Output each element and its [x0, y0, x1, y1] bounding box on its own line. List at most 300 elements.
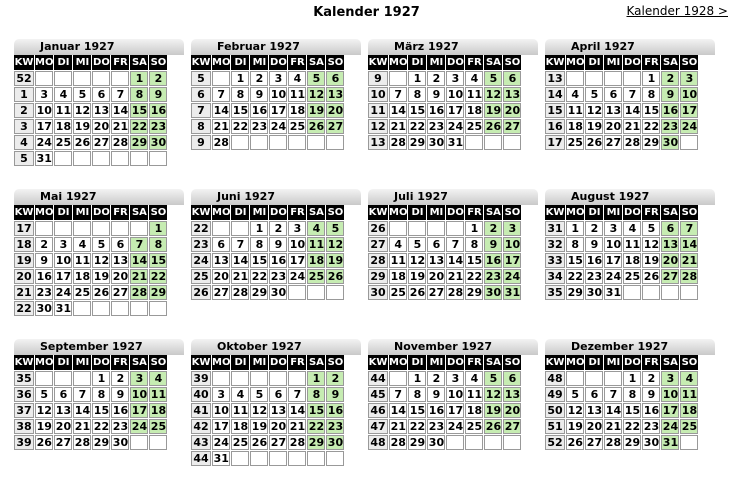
day-cell[interactable]: 13: [111, 253, 130, 269]
day-cell[interactable]: 19: [307, 103, 326, 119]
day-cell[interactable]: 27: [92, 135, 111, 151]
day-cell[interactable]: 22: [408, 419, 427, 435]
day-cell[interactable]: 27: [503, 419, 522, 435]
day-cell[interactable]: 19: [566, 419, 585, 435]
day-cell[interactable]: 14: [212, 103, 231, 119]
day-cell[interactable]: 26: [408, 285, 427, 301]
day-cell[interactable]: 1: [642, 71, 661, 87]
day-cell[interactable]: 17: [288, 253, 307, 269]
day-cell[interactable]: 11: [231, 403, 250, 419]
day-cell[interactable]: 20: [92, 119, 111, 135]
day-cell[interactable]: 10: [130, 387, 149, 403]
day-cell[interactable]: 14: [111, 103, 130, 119]
day-cell[interactable]: 25: [231, 435, 250, 451]
day-cell[interactable]: 29: [566, 285, 585, 301]
day-cell[interactable]: 15: [130, 103, 149, 119]
day-cell[interactable]: 5: [642, 221, 661, 237]
day-cell[interactable]: 6: [326, 71, 345, 87]
day-cell[interactable]: 15: [149, 253, 168, 269]
day-cell[interactable]: 31: [503, 285, 522, 301]
day-cell[interactable]: 26: [73, 135, 92, 151]
day-cell[interactable]: 21: [231, 269, 250, 285]
day-cell[interactable]: 5: [35, 387, 54, 403]
day-cell[interactable]: 21: [73, 419, 92, 435]
day-cell[interactable]: 20: [585, 419, 604, 435]
day-cell[interactable]: 7: [130, 237, 149, 253]
day-cell[interactable]: 30: [35, 301, 54, 317]
day-cell[interactable]: 27: [54, 435, 73, 451]
day-cell[interactable]: 7: [389, 387, 408, 403]
day-cell[interactable]: 18: [149, 403, 168, 419]
day-cell[interactable]: 11: [54, 103, 73, 119]
day-cell[interactable]: 15: [566, 253, 585, 269]
day-cell[interactable]: 28: [389, 435, 408, 451]
day-cell[interactable]: 22: [92, 419, 111, 435]
day-cell[interactable]: 23: [149, 119, 168, 135]
day-cell[interactable]: 24: [269, 119, 288, 135]
day-cell[interactable]: 19: [250, 419, 269, 435]
day-cell[interactable]: 20: [212, 269, 231, 285]
day-cell[interactable]: 31: [604, 285, 623, 301]
day-cell[interactable]: 14: [680, 237, 699, 253]
day-cell[interactable]: 8: [149, 237, 168, 253]
day-cell[interactable]: 26: [566, 435, 585, 451]
day-cell[interactable]: 11: [680, 387, 699, 403]
day-cell[interactable]: 14: [446, 253, 465, 269]
day-cell[interactable]: 14: [231, 253, 250, 269]
day-cell[interactable]: 5: [92, 237, 111, 253]
day-cell[interactable]: 3: [446, 371, 465, 387]
day-cell[interactable]: 30: [111, 435, 130, 451]
day-cell[interactable]: 7: [231, 237, 250, 253]
day-cell[interactable]: 10: [269, 87, 288, 103]
day-cell[interactable]: 21: [288, 419, 307, 435]
day-cell[interactable]: 28: [231, 285, 250, 301]
day-cell[interactable]: 10: [446, 387, 465, 403]
day-cell[interactable]: 24: [212, 435, 231, 451]
day-cell[interactable]: 23: [111, 419, 130, 435]
day-cell[interactable]: 13: [604, 103, 623, 119]
day-cell[interactable]: 24: [680, 119, 699, 135]
day-cell[interactable]: 6: [427, 237, 446, 253]
day-cell[interactable]: 8: [623, 387, 642, 403]
day-cell[interactable]: 11: [389, 253, 408, 269]
day-cell[interactable]: 21: [446, 269, 465, 285]
day-cell[interactable]: 8: [566, 237, 585, 253]
day-cell[interactable]: 29: [642, 135, 661, 151]
day-cell[interactable]: 16: [661, 103, 680, 119]
day-cell[interactable]: 16: [269, 253, 288, 269]
day-cell[interactable]: 2: [250, 71, 269, 87]
day-cell[interactable]: 1: [250, 221, 269, 237]
day-cell[interactable]: 2: [35, 237, 54, 253]
day-cell[interactable]: 8: [307, 387, 326, 403]
day-cell[interactable]: 21: [604, 419, 623, 435]
day-cell[interactable]: 7: [446, 237, 465, 253]
day-cell[interactable]: 15: [250, 253, 269, 269]
day-cell[interactable]: 28: [130, 285, 149, 301]
day-cell[interactable]: 25: [307, 269, 326, 285]
day-cell[interactable]: 30: [484, 285, 503, 301]
day-cell[interactable]: 22: [465, 269, 484, 285]
day-cell[interactable]: 18: [680, 403, 699, 419]
day-cell[interactable]: 1: [566, 221, 585, 237]
day-cell[interactable]: 19: [484, 103, 503, 119]
day-cell[interactable]: 7: [680, 221, 699, 237]
day-cell[interactable]: 12: [566, 403, 585, 419]
day-cell[interactable]: 21: [623, 119, 642, 135]
day-cell[interactable]: 23: [585, 269, 604, 285]
day-cell[interactable]: 12: [307, 87, 326, 103]
day-cell[interactable]: 19: [92, 269, 111, 285]
day-cell[interactable]: 27: [503, 119, 522, 135]
day-cell[interactable]: 9: [585, 237, 604, 253]
day-cell[interactable]: 8: [408, 387, 427, 403]
day-cell[interactable]: 26: [642, 269, 661, 285]
day-cell[interactable]: 6: [604, 87, 623, 103]
day-cell[interactable]: 21: [111, 119, 130, 135]
day-cell[interactable]: 25: [465, 119, 484, 135]
day-cell[interactable]: 30: [585, 285, 604, 301]
day-cell[interactable]: 23: [269, 269, 288, 285]
day-cell[interactable]: 2: [484, 221, 503, 237]
day-cell[interactable]: 28: [111, 135, 130, 151]
day-cell[interactable]: 5: [73, 87, 92, 103]
day-cell[interactable]: 13: [503, 87, 522, 103]
day-cell[interactable]: 7: [604, 387, 623, 403]
day-cell[interactable]: 24: [35, 135, 54, 151]
day-cell[interactable]: 10: [288, 237, 307, 253]
day-cell[interactable]: 26: [35, 435, 54, 451]
day-cell[interactable]: 5: [250, 387, 269, 403]
day-cell[interactable]: 27: [604, 135, 623, 151]
day-cell[interactable]: 25: [566, 135, 585, 151]
day-cell[interactable]: 30: [269, 285, 288, 301]
day-cell[interactable]: 16: [326, 403, 345, 419]
day-cell[interactable]: 19: [35, 419, 54, 435]
day-cell[interactable]: 24: [661, 419, 680, 435]
day-cell[interactable]: 20: [326, 103, 345, 119]
day-cell[interactable]: 29: [92, 435, 111, 451]
day-cell[interactable]: 12: [484, 387, 503, 403]
day-cell[interactable]: 6: [92, 87, 111, 103]
day-cell[interactable]: 7: [212, 87, 231, 103]
day-cell[interactable]: 3: [54, 237, 73, 253]
day-cell[interactable]: 15: [408, 103, 427, 119]
day-cell[interactable]: 8: [465, 237, 484, 253]
day-cell[interactable]: 8: [231, 87, 250, 103]
day-cell[interactable]: 1: [307, 371, 326, 387]
day-cell[interactable]: 7: [288, 387, 307, 403]
day-cell[interactable]: 4: [288, 71, 307, 87]
day-cell[interactable]: 18: [389, 269, 408, 285]
day-cell[interactable]: 4: [231, 387, 250, 403]
day-cell[interactable]: 17: [212, 419, 231, 435]
day-cell[interactable]: 10: [54, 253, 73, 269]
day-cell[interactable]: 20: [269, 419, 288, 435]
day-cell[interactable]: 23: [250, 119, 269, 135]
day-cell[interactable]: 4: [566, 87, 585, 103]
day-cell[interactable]: 11: [465, 87, 484, 103]
day-cell[interactable]: 20: [503, 103, 522, 119]
day-cell[interactable]: 5: [326, 221, 345, 237]
day-cell[interactable]: 26: [585, 135, 604, 151]
day-cell[interactable]: 29: [408, 135, 427, 151]
day-cell[interactable]: 17: [446, 103, 465, 119]
day-cell[interactable]: 7: [623, 87, 642, 103]
day-cell[interactable]: 19: [73, 119, 92, 135]
day-cell[interactable]: 3: [269, 71, 288, 87]
day-cell[interactable]: 20: [54, 419, 73, 435]
day-cell[interactable]: 14: [604, 403, 623, 419]
day-cell[interactable]: 25: [288, 119, 307, 135]
day-cell[interactable]: 14: [389, 103, 408, 119]
day-cell[interactable]: 4: [465, 71, 484, 87]
day-cell[interactable]: 9: [484, 237, 503, 253]
day-cell[interactable]: 5: [484, 371, 503, 387]
day-cell[interactable]: 9: [427, 87, 446, 103]
day-cell[interactable]: 6: [585, 387, 604, 403]
day-cell[interactable]: 1: [130, 71, 149, 87]
day-cell[interactable]: 4: [623, 221, 642, 237]
day-cell[interactable]: 18: [566, 119, 585, 135]
day-cell[interactable]: 26: [484, 119, 503, 135]
day-cell[interactable]: 22: [250, 269, 269, 285]
day-cell[interactable]: 27: [212, 285, 231, 301]
day-cell[interactable]: 21: [389, 119, 408, 135]
day-cell[interactable]: 6: [111, 237, 130, 253]
day-cell[interactable]: 17: [130, 403, 149, 419]
day-cell[interactable]: 24: [604, 269, 623, 285]
day-cell[interactable]: 15: [642, 103, 661, 119]
day-cell[interactable]: 8: [642, 87, 661, 103]
day-cell[interactable]: 12: [250, 403, 269, 419]
day-cell[interactable]: 16: [484, 253, 503, 269]
day-cell[interactable]: 15: [307, 403, 326, 419]
day-cell[interactable]: 1: [231, 71, 250, 87]
day-cell[interactable]: 8: [408, 87, 427, 103]
day-cell[interactable]: 28: [680, 269, 699, 285]
day-cell[interactable]: 9: [642, 387, 661, 403]
day-cell[interactable]: 22: [623, 419, 642, 435]
day-cell[interactable]: 12: [585, 103, 604, 119]
day-cell[interactable]: 2: [111, 371, 130, 387]
day-cell[interactable]: 16: [585, 253, 604, 269]
day-cell[interactable]: 26: [484, 419, 503, 435]
day-cell[interactable]: 4: [149, 371, 168, 387]
day-cell[interactable]: 10: [604, 237, 623, 253]
day-cell[interactable]: 30: [642, 435, 661, 451]
day-cell[interactable]: 6: [54, 387, 73, 403]
day-cell[interactable]: 24: [54, 285, 73, 301]
day-cell[interactable]: 25: [149, 419, 168, 435]
day-cell[interactable]: 19: [484, 403, 503, 419]
day-cell[interactable]: 28: [446, 285, 465, 301]
day-cell[interactable]: 7: [111, 87, 130, 103]
day-cell[interactable]: 22: [149, 269, 168, 285]
day-cell[interactable]: 19: [326, 253, 345, 269]
day-cell[interactable]: 5: [566, 387, 585, 403]
day-cell[interactable]: 18: [465, 403, 484, 419]
day-cell[interactable]: 21: [130, 269, 149, 285]
day-cell[interactable]: 27: [326, 119, 345, 135]
day-cell[interactable]: 2: [661, 71, 680, 87]
day-cell[interactable]: 12: [35, 403, 54, 419]
day-cell[interactable]: 12: [92, 253, 111, 269]
day-cell[interactable]: 11: [307, 237, 326, 253]
day-cell[interactable]: 11: [149, 387, 168, 403]
day-cell[interactable]: 11: [623, 237, 642, 253]
day-cell[interactable]: 3: [446, 71, 465, 87]
day-cell[interactable]: 19: [585, 119, 604, 135]
day-cell[interactable]: 18: [54, 119, 73, 135]
day-cell[interactable]: 21: [389, 419, 408, 435]
day-cell[interactable]: 12: [484, 87, 503, 103]
day-cell[interactable]: 13: [503, 387, 522, 403]
day-cell[interactable]: 4: [389, 237, 408, 253]
day-cell[interactable]: 10: [35, 103, 54, 119]
day-cell[interactable]: 30: [661, 135, 680, 151]
day-cell[interactable]: 16: [427, 403, 446, 419]
day-cell[interactable]: 20: [111, 269, 130, 285]
day-cell[interactable]: 29: [149, 285, 168, 301]
day-cell[interactable]: 27: [661, 269, 680, 285]
day-cell[interactable]: 6: [503, 71, 522, 87]
day-cell[interactable]: 24: [446, 419, 465, 435]
day-cell[interactable]: 13: [212, 253, 231, 269]
day-cell[interactable]: 23: [326, 419, 345, 435]
day-cell[interactable]: 16: [250, 103, 269, 119]
day-cell[interactable]: 1: [623, 371, 642, 387]
day-cell[interactable]: 14: [130, 253, 149, 269]
day-cell[interactable]: 24: [130, 419, 149, 435]
day-cell[interactable]: 11: [73, 253, 92, 269]
day-cell[interactable]: 25: [389, 285, 408, 301]
day-cell[interactable]: 12: [642, 237, 661, 253]
day-cell[interactable]: 2: [642, 371, 661, 387]
day-cell[interactable]: 13: [585, 403, 604, 419]
day-cell[interactable]: 3: [130, 371, 149, 387]
day-cell[interactable]: 6: [269, 387, 288, 403]
day-cell[interactable]: 3: [661, 371, 680, 387]
day-cell[interactable]: 4: [307, 221, 326, 237]
day-cell[interactable]: 16: [35, 269, 54, 285]
day-cell[interactable]: 2: [149, 71, 168, 87]
day-cell[interactable]: 29: [623, 435, 642, 451]
day-cell[interactable]: 20: [503, 403, 522, 419]
day-cell[interactable]: 13: [326, 87, 345, 103]
day-cell[interactable]: 9: [250, 87, 269, 103]
day-cell[interactable]: 26: [326, 269, 345, 285]
day-cell[interactable]: 31: [54, 301, 73, 317]
day-cell[interactable]: 2: [326, 371, 345, 387]
day-cell[interactable]: 31: [446, 135, 465, 151]
day-cell[interactable]: 22: [231, 119, 250, 135]
day-cell[interactable]: 10: [661, 387, 680, 403]
day-cell[interactable]: 17: [503, 253, 522, 269]
day-cell[interactable]: 25: [73, 285, 92, 301]
day-cell[interactable]: 3: [212, 387, 231, 403]
day-cell[interactable]: 13: [54, 403, 73, 419]
day-cell[interactable]: 29: [408, 435, 427, 451]
day-cell[interactable]: 8: [92, 387, 111, 403]
day-cell[interactable]: 23: [427, 119, 446, 135]
day-cell[interactable]: 18: [623, 253, 642, 269]
day-cell[interactable]: 21: [212, 119, 231, 135]
day-cell[interactable]: 31: [661, 435, 680, 451]
day-cell[interactable]: 23: [427, 419, 446, 435]
day-cell[interactable]: 10: [503, 237, 522, 253]
day-cell[interactable]: 9: [661, 87, 680, 103]
day-cell[interactable]: 17: [35, 119, 54, 135]
day-cell[interactable]: 28: [73, 435, 92, 451]
day-cell[interactable]: 28: [389, 135, 408, 151]
day-cell[interactable]: 17: [269, 103, 288, 119]
day-cell[interactable]: 9: [111, 387, 130, 403]
day-cell[interactable]: 17: [680, 103, 699, 119]
day-cell[interactable]: 28: [623, 135, 642, 151]
day-cell[interactable]: 15: [92, 403, 111, 419]
day-cell[interactable]: 6: [212, 237, 231, 253]
day-cell[interactable]: 29: [130, 135, 149, 151]
day-cell[interactable]: 11: [288, 87, 307, 103]
day-cell[interactable]: 1: [92, 371, 111, 387]
day-cell[interactable]: 3: [680, 71, 699, 87]
day-cell[interactable]: 28: [288, 435, 307, 451]
day-cell[interactable]: 27: [269, 435, 288, 451]
day-cell[interactable]: 23: [35, 285, 54, 301]
day-cell[interactable]: 13: [92, 103, 111, 119]
day-cell[interactable]: 29: [250, 285, 269, 301]
day-cell[interactable]: 11: [566, 103, 585, 119]
day-cell[interactable]: 23: [484, 269, 503, 285]
day-cell[interactable]: 25: [623, 269, 642, 285]
day-cell[interactable]: 5: [585, 87, 604, 103]
day-cell[interactable]: 3: [503, 221, 522, 237]
day-cell[interactable]: 29: [307, 435, 326, 451]
day-cell[interactable]: 30: [427, 135, 446, 151]
day-cell[interactable]: 17: [661, 403, 680, 419]
day-cell[interactable]: 9: [35, 253, 54, 269]
day-cell[interactable]: 20: [604, 119, 623, 135]
day-cell[interactable]: 2: [585, 221, 604, 237]
day-cell[interactable]: 12: [408, 253, 427, 269]
day-cell[interactable]: 24: [288, 269, 307, 285]
day-cell[interactable]: 8: [250, 237, 269, 253]
day-cell[interactable]: 17: [446, 403, 465, 419]
day-cell[interactable]: 30: [326, 435, 345, 451]
day-cell[interactable]: 9: [269, 237, 288, 253]
day-cell[interactable]: 28: [212, 135, 231, 151]
day-cell[interactable]: 4: [680, 371, 699, 387]
day-cell[interactable]: 3: [288, 221, 307, 237]
day-cell[interactable]: 27: [585, 435, 604, 451]
day-cell[interactable]: 11: [465, 387, 484, 403]
day-cell[interactable]: 26: [250, 435, 269, 451]
day-cell[interactable]: 16: [427, 103, 446, 119]
day-cell[interactable]: 30: [149, 135, 168, 151]
day-cell[interactable]: 15: [408, 403, 427, 419]
day-cell[interactable]: 18: [231, 419, 250, 435]
day-cell[interactable]: 7: [73, 387, 92, 403]
day-cell[interactable]: 15: [623, 403, 642, 419]
day-cell[interactable]: 12: [73, 103, 92, 119]
day-cell[interactable]: 22: [307, 419, 326, 435]
day-cell[interactable]: 5: [408, 237, 427, 253]
day-cell[interactable]: 12: [326, 237, 345, 253]
day-cell[interactable]: 9: [326, 387, 345, 403]
day-cell[interactable]: 23: [642, 419, 661, 435]
